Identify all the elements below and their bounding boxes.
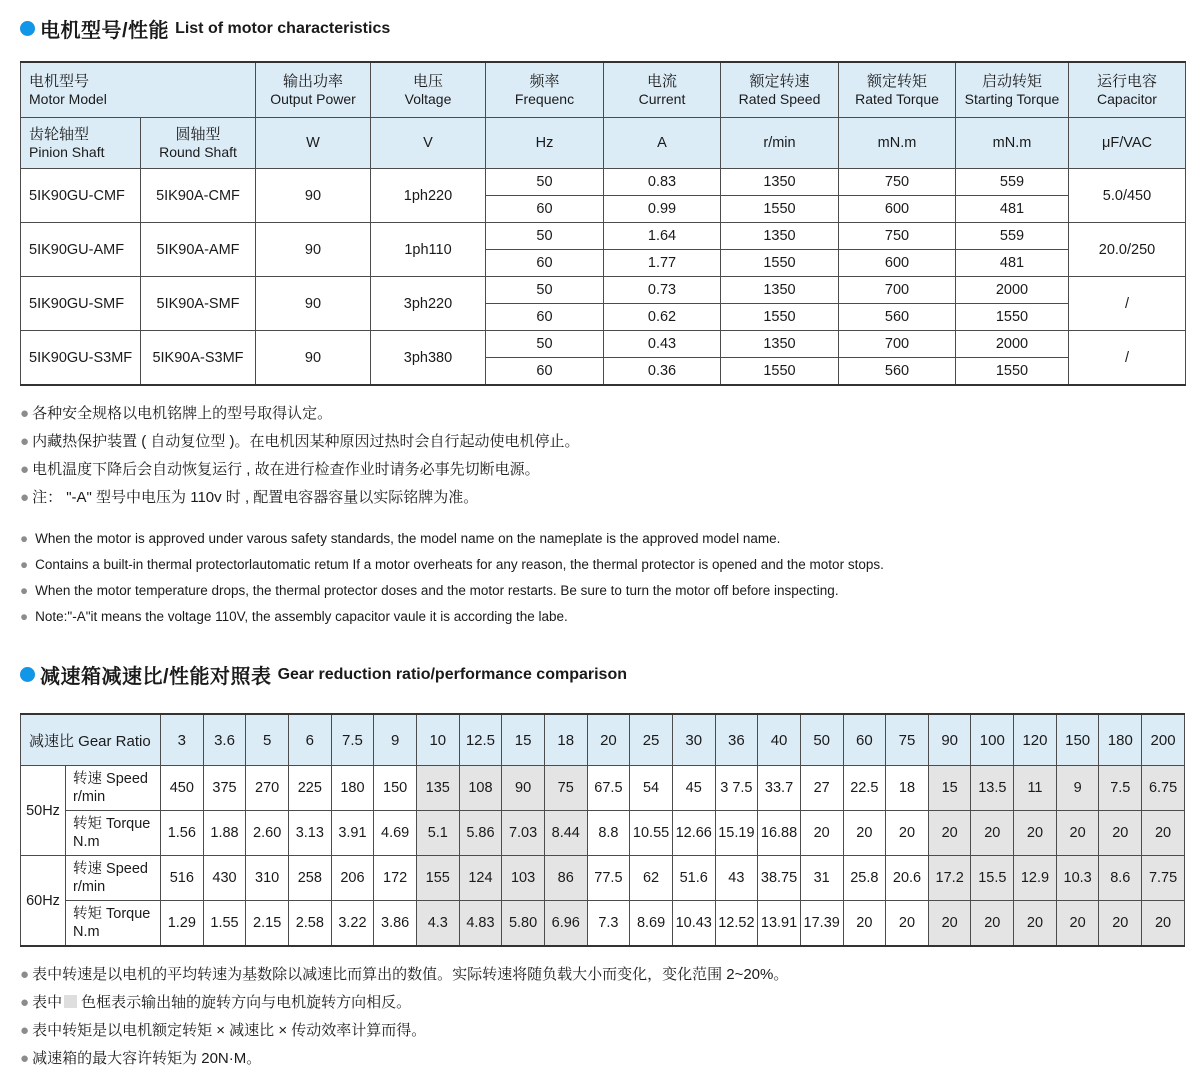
speed-value-cell: 180 bbox=[331, 766, 374, 811]
gear-ratio-header-cell: 200 bbox=[1142, 714, 1185, 766]
note-text: 表中转速是以电机的平均转速为基数除以减速比而算出的数值。实际转速将随负载大小而变化，变化范围 2~20%。 bbox=[32, 966, 789, 983]
frequency-cell: 60 bbox=[486, 250, 604, 277]
gear-ratio-header-cell: 20 bbox=[587, 714, 630, 766]
current-cell: 1.64 bbox=[604, 223, 721, 250]
gear-ratio-header-cell: 36 bbox=[715, 714, 758, 766]
torque-value-cell: 4.3 bbox=[416, 901, 459, 947]
gear-table-row bbox=[21, 856, 1185, 901]
speed-value-cell: 3 7.5 bbox=[715, 766, 758, 811]
note-bullet-icon: ● bbox=[20, 557, 29, 572]
current-header bbox=[604, 62, 721, 118]
torque-value-cell: 20 bbox=[843, 811, 886, 856]
torque-value-cell: 2.15 bbox=[246, 901, 289, 947]
output-power-header bbox=[256, 62, 371, 118]
voltage-cell: 1ph220 bbox=[371, 169, 486, 223]
speed-value-cell: 43 bbox=[715, 856, 758, 901]
header-en: Rated Speed bbox=[738, 91, 821, 108]
speed-value-cell: 15.5 bbox=[971, 856, 1014, 901]
motor-table-row bbox=[21, 331, 1186, 358]
speed-value-cell: 86 bbox=[544, 856, 587, 901]
torque-value-cell: 20 bbox=[886, 901, 929, 947]
note-bullet-icon: ● bbox=[20, 609, 29, 624]
header-zh: 圆轴型 bbox=[175, 125, 221, 143]
gear-table-row bbox=[21, 811, 1185, 856]
note-text: 减速箱的最大容许转矩为 20N·M。 bbox=[32, 1050, 262, 1067]
motor-table-row bbox=[21, 169, 1186, 196]
starting-torque-cell: 2000 bbox=[956, 331, 1069, 358]
unit-w: W bbox=[256, 118, 371, 169]
note-item bbox=[20, 526, 1185, 552]
frequency-header bbox=[486, 62, 604, 118]
torque-value-cell: 6.96 bbox=[544, 901, 587, 947]
frequency-cell: 50 bbox=[486, 277, 604, 304]
rated-speed-cell: 1350 bbox=[721, 169, 839, 196]
torque-value-cell: 5.1 bbox=[416, 811, 459, 856]
torque-value-cell: 20 bbox=[971, 901, 1014, 947]
speed-value-cell: 18 bbox=[886, 766, 929, 811]
rated-speed-cell: 1550 bbox=[721, 196, 839, 223]
pinion-model-cell: 5IK90GU-S3MF bbox=[21, 331, 141, 386]
gear-ratio-header-cell: 7.5 bbox=[331, 714, 374, 766]
note-item bbox=[20, 428, 1185, 456]
gray-swatch-icon bbox=[64, 995, 77, 1008]
torque-value-cell: 20 bbox=[886, 811, 929, 856]
speed-value-cell: 45 bbox=[672, 766, 715, 811]
round-shaft-header bbox=[141, 118, 256, 169]
frequency-cell: 60 bbox=[486, 304, 604, 331]
rated-speed-cell: 1350 bbox=[721, 277, 839, 304]
unit-rmin: r/min bbox=[721, 118, 839, 169]
speed-value-cell: 516 bbox=[161, 856, 204, 901]
gear-ratio-header-cell: 40 bbox=[758, 714, 801, 766]
note-bullet-icon: ● bbox=[20, 1022, 30, 1039]
speed-value-cell: 90 bbox=[502, 766, 545, 811]
starting-torque-cell: 481 bbox=[956, 196, 1069, 223]
round-model-cell: 5IK90A-CMF bbox=[141, 169, 256, 223]
frequency-cell: 50 bbox=[486, 223, 604, 250]
frequency-cell: 60 bbox=[486, 196, 604, 223]
torque-value-cell: 20 bbox=[843, 901, 886, 947]
speed-value-cell: 12.9 bbox=[1014, 856, 1057, 901]
torque-value-cell: 7.03 bbox=[502, 811, 545, 856]
speed-value-cell: 62 bbox=[630, 856, 673, 901]
motor-characteristics-table bbox=[20, 61, 1186, 386]
starting-torque-cell: 2000 bbox=[956, 277, 1069, 304]
round-model-cell: 5IK90A-SMF bbox=[141, 277, 256, 331]
speed-value-cell: 54 bbox=[630, 766, 673, 811]
current-cell: 0.73 bbox=[604, 277, 721, 304]
starting-torque-cell: 1550 bbox=[956, 304, 1069, 331]
torque-value-cell: 3.86 bbox=[374, 901, 417, 947]
starting-torque-cell: 559 bbox=[956, 169, 1069, 196]
speed-label-cell: 转速 Speed r/min bbox=[66, 856, 161, 901]
rated-torque-header bbox=[839, 62, 956, 118]
speed-value-cell: 75 bbox=[544, 766, 587, 811]
rated-speed-header bbox=[721, 62, 839, 118]
gear-ratio-header-cell: 60 bbox=[843, 714, 886, 766]
note-item bbox=[20, 578, 1185, 604]
note-text: 注： "-A" 型号中电压为 110v 时 , 配置电容器容量以实际铭牌为准。 bbox=[32, 489, 479, 506]
header-zh: 频率 bbox=[529, 72, 560, 90]
speed-value-cell: 150 bbox=[374, 766, 417, 811]
note-item bbox=[20, 961, 1185, 989]
header-zh: 运行电容 bbox=[1096, 72, 1157, 90]
motor-model-header bbox=[21, 62, 256, 118]
speed-value-cell: 8.6 bbox=[1099, 856, 1142, 901]
speed-value-cell: 27 bbox=[800, 766, 843, 811]
speed-value-cell: 77.5 bbox=[587, 856, 630, 901]
speed-label-cell: 转速 Speed r/min bbox=[66, 766, 161, 811]
current-cell: 0.83 bbox=[604, 169, 721, 196]
speed-value-cell: 6.75 bbox=[1142, 766, 1185, 811]
speed-value-cell: 25.8 bbox=[843, 856, 886, 901]
header-zh: 额定转速 bbox=[749, 72, 810, 90]
gear-ratio-header-cell: 9 bbox=[374, 714, 417, 766]
note-bullet-icon: ● bbox=[20, 489, 30, 506]
torque-label-cell: 转矩 Torque N.m bbox=[66, 901, 161, 947]
header-en: Output Power bbox=[270, 91, 356, 108]
speed-value-cell: 430 bbox=[203, 856, 246, 901]
torque-value-cell: 5.80 bbox=[502, 901, 545, 947]
voltage-cell: 3ph220 bbox=[371, 277, 486, 331]
header-en: Voltage bbox=[404, 91, 452, 108]
speed-value-cell: 10.3 bbox=[1056, 856, 1099, 901]
frequency-group-cell: 50Hz bbox=[21, 766, 66, 856]
speed-value-cell: 310 bbox=[246, 856, 289, 901]
pinion-shaft-header bbox=[21, 118, 141, 169]
note-text: Note:"-A"it means the voltage 110V, the assembly capacitor vaule it is according the labe. bbox=[35, 609, 568, 624]
starting-torque-header bbox=[956, 62, 1069, 118]
header-en: Current bbox=[638, 91, 686, 108]
speed-value-cell: 33.7 bbox=[758, 766, 801, 811]
gear-ratio-header-cell: 30 bbox=[672, 714, 715, 766]
section1-title-zh: 电机型号/性能 bbox=[40, 20, 170, 42]
capacitor-cell: 5.0/450 bbox=[1069, 169, 1186, 223]
round-model-cell: 5IK90A-S3MF bbox=[141, 331, 256, 386]
torque-value-cell: 2.60 bbox=[246, 811, 289, 856]
frequency-group-cell: 60Hz bbox=[21, 856, 66, 947]
note-text: 电机温度下降后会自动恢复运行 , 故在进行检查作业时请务必事先切断电源。 bbox=[32, 461, 540, 478]
note-bullet-icon: ● bbox=[20, 1050, 30, 1067]
rated-torque-cell: 700 bbox=[839, 331, 956, 358]
header-en: Round Shaft bbox=[159, 144, 237, 161]
torque-value-cell: 8.8 bbox=[587, 811, 630, 856]
note-item bbox=[20, 604, 1185, 630]
speed-value-cell: 11 bbox=[1014, 766, 1057, 811]
rated-torque-cell: 750 bbox=[839, 169, 956, 196]
current-cell: 1.77 bbox=[604, 250, 721, 277]
torque-value-cell: 20 bbox=[971, 811, 1014, 856]
torque-value-cell: 20 bbox=[928, 811, 971, 856]
round-model-cell: 5IK90A-AMF bbox=[141, 223, 256, 277]
torque-value-cell: 12.52 bbox=[715, 901, 758, 947]
torque-label-cell: 转矩 Torque N.m bbox=[66, 811, 161, 856]
gear-ratio-header-cell: 25 bbox=[630, 714, 673, 766]
gear-ratio-header-cell: 5 bbox=[246, 714, 289, 766]
header-zh: 电压 bbox=[412, 72, 443, 90]
header-en: Starting Torque bbox=[964, 91, 1060, 108]
gear-ratio-table bbox=[20, 713, 1185, 947]
gear-notes-zh bbox=[20, 961, 1185, 1073]
gear-ratio-header-cell: 100 bbox=[971, 714, 1014, 766]
speed-value-cell: 22.5 bbox=[843, 766, 886, 811]
torque-value-cell: 1.29 bbox=[161, 901, 204, 947]
voltage-cell: 3ph380 bbox=[371, 331, 486, 386]
note-text: 内藏热保护装置 ( 自动复位型 )。在电机因某种原因过热时会自行起动使电机停止。 bbox=[32, 433, 580, 450]
unit-a: A bbox=[604, 118, 721, 169]
torque-value-cell: 17.39 bbox=[800, 901, 843, 947]
unit-hz: Hz bbox=[486, 118, 604, 169]
note-bullet-icon: ● bbox=[20, 966, 30, 983]
note-bullet-icon: ● bbox=[20, 531, 29, 546]
blue-bullet-icon bbox=[20, 21, 35, 36]
note-bullet-icon: ● bbox=[20, 461, 30, 478]
torque-value-cell: 8.69 bbox=[630, 901, 673, 947]
gear-ratio-header-cell: 10 bbox=[416, 714, 459, 766]
torque-value-cell: 13.91 bbox=[758, 901, 801, 947]
capacitor-cell: 20.0/250 bbox=[1069, 223, 1186, 277]
note-item bbox=[20, 484, 1185, 512]
torque-value-cell: 20 bbox=[1056, 811, 1099, 856]
torque-value-cell: 2.58 bbox=[288, 901, 331, 947]
speed-value-cell: 15 bbox=[928, 766, 971, 811]
header-en: Motor Model bbox=[29, 91, 107, 108]
capacitor-cell: / bbox=[1069, 331, 1186, 386]
rated-torque-cell: 600 bbox=[839, 250, 956, 277]
motor-table-row bbox=[21, 223, 1186, 250]
current-cell: 0.99 bbox=[604, 196, 721, 223]
gear-ratio-header-cell: 6 bbox=[288, 714, 331, 766]
motor-table-header-row1 bbox=[21, 62, 1186, 118]
speed-value-cell: 51.6 bbox=[672, 856, 715, 901]
torque-value-cell: 7.3 bbox=[587, 901, 630, 947]
header-en: Pinion Shaft bbox=[29, 144, 105, 161]
note-text: When the motor is approved under varous safety standards, the model name on the nameplate is the approved model name. bbox=[35, 531, 781, 546]
speed-value-cell: 20.6 bbox=[886, 856, 929, 901]
rated-speed-cell: 1550 bbox=[721, 304, 839, 331]
speed-value-cell: 108 bbox=[459, 766, 502, 811]
gear-ratio-header-cell: 15 bbox=[502, 714, 545, 766]
power-cell: 90 bbox=[256, 331, 371, 386]
voltage-header bbox=[371, 62, 486, 118]
torque-value-cell: 1.56 bbox=[161, 811, 204, 856]
note-text: 各种安全规格以电机铭牌上的型号取得认定。 bbox=[32, 405, 333, 422]
starting-torque-cell: 559 bbox=[956, 223, 1069, 250]
unit-v: V bbox=[371, 118, 486, 169]
power-cell: 90 bbox=[256, 169, 371, 223]
gear-ratio-header-cell: 12.5 bbox=[459, 714, 502, 766]
header-zh: 启动转矩 bbox=[981, 72, 1042, 90]
speed-value-cell: 9 bbox=[1056, 766, 1099, 811]
header-en: Frequenc bbox=[514, 91, 575, 108]
rated-torque-cell: 600 bbox=[839, 196, 956, 223]
header-en: Capacitor bbox=[1097, 91, 1157, 108]
speed-value-cell: 124 bbox=[459, 856, 502, 901]
torque-value-cell: 15.19 bbox=[715, 811, 758, 856]
torque-value-cell: 3.22 bbox=[331, 901, 374, 947]
speed-value-cell: 38.75 bbox=[758, 856, 801, 901]
torque-value-cell: 16.88 bbox=[758, 811, 801, 856]
gear-ratio-header-cell: 50 bbox=[800, 714, 843, 766]
torque-value-cell: 4.69 bbox=[374, 811, 417, 856]
gear-ratio-header-cell: 90 bbox=[928, 714, 971, 766]
speed-value-cell: 103 bbox=[502, 856, 545, 901]
rated-torque-cell: 700 bbox=[839, 277, 956, 304]
gear-table-header-row bbox=[21, 714, 1185, 766]
power-cell: 90 bbox=[256, 277, 371, 331]
current-cell: 0.62 bbox=[604, 304, 721, 331]
unit-mnm-rated: mN.m bbox=[839, 118, 956, 169]
speed-value-cell: 270 bbox=[246, 766, 289, 811]
section1-title-en: List of motor characteristics bbox=[175, 19, 391, 37]
header-zh: 齿轮轴型 bbox=[29, 125, 90, 143]
power-cell: 90 bbox=[256, 223, 371, 277]
gear-table-row bbox=[21, 766, 1185, 811]
note-item bbox=[20, 1017, 1185, 1045]
note-bullet-icon: ● bbox=[20, 405, 30, 422]
motor-notes-zh bbox=[20, 400, 1185, 512]
note-item bbox=[20, 456, 1185, 484]
torque-value-cell: 1.55 bbox=[203, 901, 246, 947]
gear-ratio-header-cell: 18 bbox=[544, 714, 587, 766]
frequency-cell: 50 bbox=[486, 331, 604, 358]
note-bullet-icon: ● bbox=[20, 433, 30, 450]
torque-value-cell: 12.66 bbox=[672, 811, 715, 856]
pinion-model-cell: 5IK90GU-CMF bbox=[21, 169, 141, 223]
speed-value-cell: 155 bbox=[416, 856, 459, 901]
speed-value-cell: 7.5 bbox=[1099, 766, 1142, 811]
note-text: Contains a built-in thermal protectorlautomatic retum If a motor overheats for any reason, the thermal protector is opened and the motor stops. bbox=[35, 557, 884, 572]
speed-value-cell: 258 bbox=[288, 856, 331, 901]
unit-mnm-start: mN.m bbox=[956, 118, 1069, 169]
header-zh: 电流 bbox=[646, 72, 677, 90]
speed-value-cell: 67.5 bbox=[587, 766, 630, 811]
torque-value-cell: 20 bbox=[928, 901, 971, 947]
torque-value-cell: 8.44 bbox=[544, 811, 587, 856]
rated-torque-cell: 750 bbox=[839, 223, 956, 250]
torque-value-cell: 5.86 bbox=[459, 811, 502, 856]
header-en: Rated Torque bbox=[855, 91, 939, 108]
gear-ratio-header-cell: 3.6 bbox=[203, 714, 246, 766]
section2-title-zh: 减速箱减速比/性能对照表 bbox=[40, 666, 272, 688]
torque-value-cell: 20 bbox=[1099, 811, 1142, 856]
torque-value-cell: 20 bbox=[1142, 811, 1185, 856]
section2-title bbox=[20, 660, 1185, 689]
motor-table-header-row2 bbox=[21, 118, 1186, 169]
torque-value-cell: 20 bbox=[800, 811, 843, 856]
torque-value-cell: 10.43 bbox=[672, 901, 715, 947]
gear-ratio-header-cell: 180 bbox=[1099, 714, 1142, 766]
torque-value-cell: 20 bbox=[1014, 901, 1057, 947]
torque-value-cell: 10.55 bbox=[630, 811, 673, 856]
note-item bbox=[20, 989, 1185, 1017]
note-item bbox=[20, 400, 1185, 428]
rated-torque-cell: 560 bbox=[839, 304, 956, 331]
rated-speed-cell: 1350 bbox=[721, 331, 839, 358]
starting-torque-cell: 481 bbox=[956, 250, 1069, 277]
speed-value-cell: 31 bbox=[800, 856, 843, 901]
blue-bullet-icon bbox=[20, 667, 35, 682]
gear-ratio-header-cell: 120 bbox=[1014, 714, 1057, 766]
gear-ratio-header-cell: 75 bbox=[886, 714, 929, 766]
note-item bbox=[20, 552, 1185, 578]
torque-value-cell: 1.88 bbox=[203, 811, 246, 856]
gear-ratio-header-cell: 150 bbox=[1056, 714, 1099, 766]
current-cell: 0.36 bbox=[604, 358, 721, 386]
unit-ufvac: μF/VAC bbox=[1069, 118, 1186, 169]
note-bullet-icon: ● bbox=[20, 994, 30, 1011]
speed-value-cell: 225 bbox=[288, 766, 331, 811]
gear-ratio-label: 减速比 Gear Ratio bbox=[21, 714, 161, 766]
header-zh: 额定转矩 bbox=[866, 72, 927, 90]
torque-value-cell: 20 bbox=[1056, 901, 1099, 947]
pinion-model-cell: 5IK90GU-SMF bbox=[21, 277, 141, 331]
torque-value-cell: 20 bbox=[1099, 901, 1142, 947]
motor-notes-en bbox=[20, 526, 1185, 630]
starting-torque-cell: 1550 bbox=[956, 358, 1069, 386]
capacitor-header bbox=[1069, 62, 1186, 118]
pinion-model-cell: 5IK90GU-AMF bbox=[21, 223, 141, 277]
rated-speed-cell: 1350 bbox=[721, 223, 839, 250]
torque-value-cell: 20 bbox=[1142, 901, 1185, 947]
speed-value-cell: 206 bbox=[331, 856, 374, 901]
frequency-cell: 50 bbox=[486, 169, 604, 196]
gear-table-row bbox=[21, 901, 1185, 947]
frequency-cell: 60 bbox=[486, 358, 604, 386]
speed-value-cell: 375 bbox=[203, 766, 246, 811]
speed-value-cell: 135 bbox=[416, 766, 459, 811]
speed-value-cell: 172 bbox=[374, 856, 417, 901]
note-text: 表中转矩是以电机额定转矩 × 减速比 × 传动效率计算而得。 bbox=[32, 1022, 427, 1039]
torque-value-cell: 3.13 bbox=[288, 811, 331, 856]
note-bullet-icon: ● bbox=[20, 583, 29, 598]
capacitor-cell: / bbox=[1069, 277, 1186, 331]
motor-table-row bbox=[21, 277, 1186, 304]
note-text: 表中 色框表示输出轴的旋转方向与电机旋转方向相反。 bbox=[32, 994, 412, 1011]
gear-ratio-header-cell: 3 bbox=[161, 714, 204, 766]
rated-speed-cell: 1550 bbox=[721, 250, 839, 277]
header-zh: 电机型号 bbox=[29, 72, 90, 90]
header-zh: 输出功率 bbox=[282, 72, 343, 90]
speed-value-cell: 7.75 bbox=[1142, 856, 1185, 901]
torque-value-cell: 4.83 bbox=[459, 901, 502, 947]
torque-value-cell: 20 bbox=[1014, 811, 1057, 856]
voltage-cell: 1ph110 bbox=[371, 223, 486, 277]
speed-value-cell: 13.5 bbox=[971, 766, 1014, 811]
torque-value-cell: 3.91 bbox=[331, 811, 374, 856]
speed-value-cell: 450 bbox=[161, 766, 204, 811]
note-text: When the motor temperature drops, the thermal protector doses and the motor restarts. Be sure to turn the motor off before inspecting. bbox=[35, 583, 839, 598]
note-item bbox=[20, 1045, 1185, 1073]
speed-value-cell: 17.2 bbox=[928, 856, 971, 901]
section1-title bbox=[20, 14, 1185, 43]
current-cell: 0.43 bbox=[604, 331, 721, 358]
rated-speed-cell: 1550 bbox=[721, 358, 839, 386]
section2-title-en: Gear reduction ratio/performance comparison bbox=[277, 665, 627, 683]
rated-torque-cell: 560 bbox=[839, 358, 956, 386]
